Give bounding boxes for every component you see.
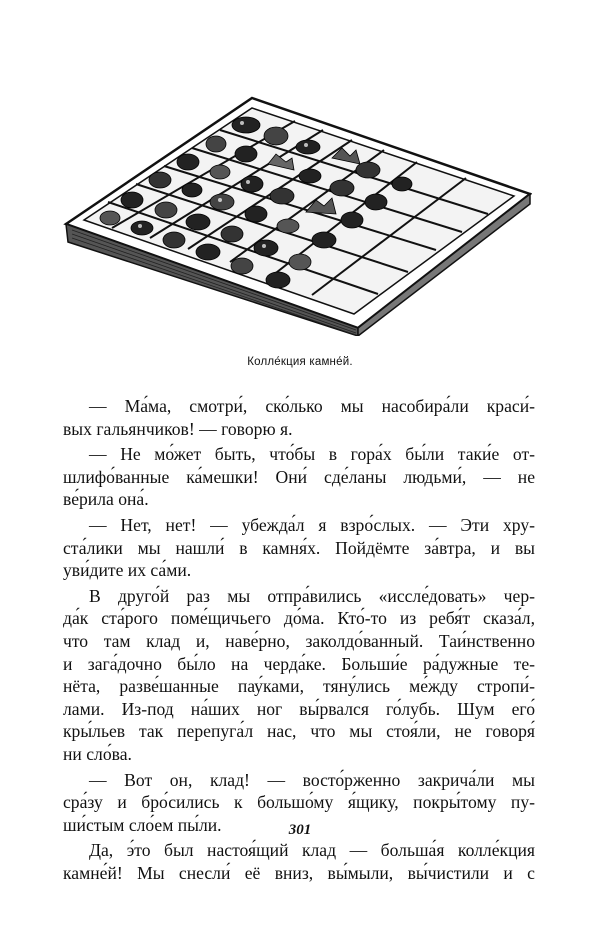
text-line: камне́й! Мы снесли́ её вниз, вы́мыли, вы́чистили и с [63,862,535,883]
text-line: — Ма́ма, смотри́, ско́лько мы насобира́ли краси́- [89,396,535,416]
body-text [63,395,535,884]
text-line: ши́стым сло́ем пы́ли. [63,814,222,835]
text-line: сра́зу и бро́сились к большо́му я́щику, покры́тому пу- [63,792,535,813]
text-line: и зага́дочно бы́ло на черда́ке. Больши́е ра́дужные те- [63,653,535,674]
paragraph [63,443,535,511]
text-line: да́к ста́рого поме́щичьего до́ма. Кто́-то из ребя́т сказа́л, [63,608,535,629]
text-line: — Нет, нет! — убежда́л я взро́слых. — Эти хру- [89,514,535,535]
text-line: шлифо́ванные ка́мешки! Они́ сде́ланы людьми́, — не [63,466,535,487]
stone-collection-illustration [62,92,532,336]
text-line: что там клад и, наве́рно, заколдо́ванный. Таи́нственно [63,630,535,651]
text-line: ни сло́ва. [63,743,132,764]
paragraph [63,839,535,884]
text-line: лами. Из-под на́ших ног вы́рвался го́лубь. Шум его́ [63,698,535,719]
paragraph [63,514,535,582]
text-line: вых гальянчиков! — говорю я. [63,418,293,439]
text-line: ста́лики мы нашли́ в камня́х. Пойдёмте за́втра, и вы [63,537,535,558]
text-line: — Не мо́жет быть, что́бы в гора́х бы́ли таки́е от- [89,444,535,465]
text-line: нёта, разве́шанные пау́ками, тяну́лись ме́жду стропи́- [63,676,535,697]
text-line: — Вот он, клад! — восто́рженно закрича́ли мы [89,769,535,790]
paragraph [63,585,535,766]
page-number: 301 [288,822,312,838]
figure-caption: Колле́кция камне́й. [247,356,353,368]
text-line: кры́льев так перепуга́л нас, что мы стоя́ли, не говоря́ [63,721,535,742]
text-line: уви́дите их са́ми. [63,560,192,581]
text-line: Да, э́то был настоя́щий клад — больша́я колле́кция [89,840,535,861]
text-line: В друго́й раз мы отпра́вились «иссле́довать» чер- [89,585,535,606]
paragraph [63,395,535,440]
text-line: ве́рила она́. [63,489,149,510]
